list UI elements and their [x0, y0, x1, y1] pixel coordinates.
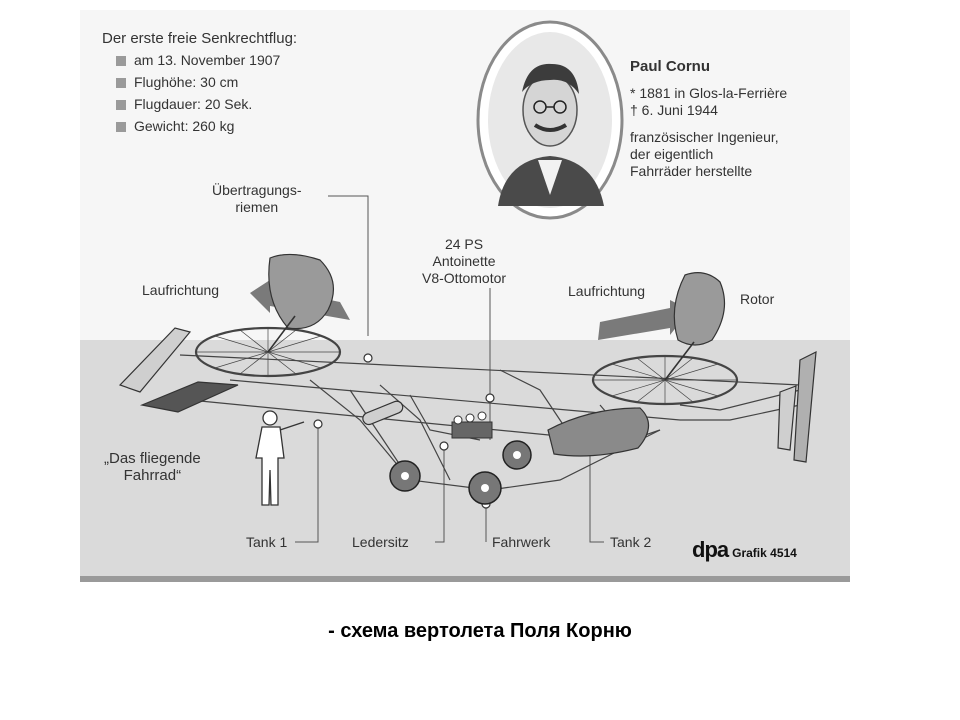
belt-label: Übertragungs- riemen [212, 182, 302, 215]
dpa-logo: dpa Grafik 4514 [692, 537, 797, 562]
person-info [630, 58, 787, 180]
infographic [80, 10, 850, 582]
seat-label: Ledersitz [352, 534, 409, 550]
fact-item: Gewicht: 260 kg [116, 118, 297, 135]
person-born: * 1881 in Glos-la-Ferrière [630, 85, 788, 101]
facts-title: Der erste freie Senkrechtflug: [102, 30, 298, 47]
person-died: † 6. Juni 1944 [630, 102, 718, 118]
slide-caption: - схема вертолета Поля Корню [328, 620, 632, 642]
landing-gear [390, 441, 531, 504]
engine-label: 24 PS Antoinette V8-Ottomotor [422, 236, 507, 286]
portrait-medallion [478, 22, 622, 218]
person-name: Paul Cornu [630, 58, 711, 75]
engine [452, 412, 492, 438]
person-silhouette [256, 411, 304, 505]
tank1-label: Tank 1 [246, 534, 288, 550]
person-desc-line: französischer Ingenieur, [630, 129, 779, 145]
bullet-icon [116, 78, 126, 88]
facts-box [102, 30, 297, 135]
person-desc-line: Fahrräder herstellte [630, 163, 753, 179]
bullet-icon [116, 122, 126, 132]
direction-left-label: Laufrichtung [142, 282, 220, 298]
direction-right-label: Laufrichtung [568, 283, 646, 299]
flying-bike-label: „Das fliegende Fahrrad“ [104, 450, 201, 484]
fact-item: Flugdauer: 20 Sek. [116, 96, 297, 113]
bullet-icon [116, 56, 126, 66]
bullet-icon [116, 100, 126, 110]
tank2-label: Tank 2 [610, 534, 652, 550]
rotor-label: Rotor [740, 291, 775, 307]
gear-label: Fahrwerk [492, 534, 551, 550]
fact-item: am 13. November 1907 [116, 52, 297, 69]
fact-item: Flughöhe: 30 cm [116, 74, 297, 91]
person-desc-line: der eigentlich [630, 146, 714, 162]
